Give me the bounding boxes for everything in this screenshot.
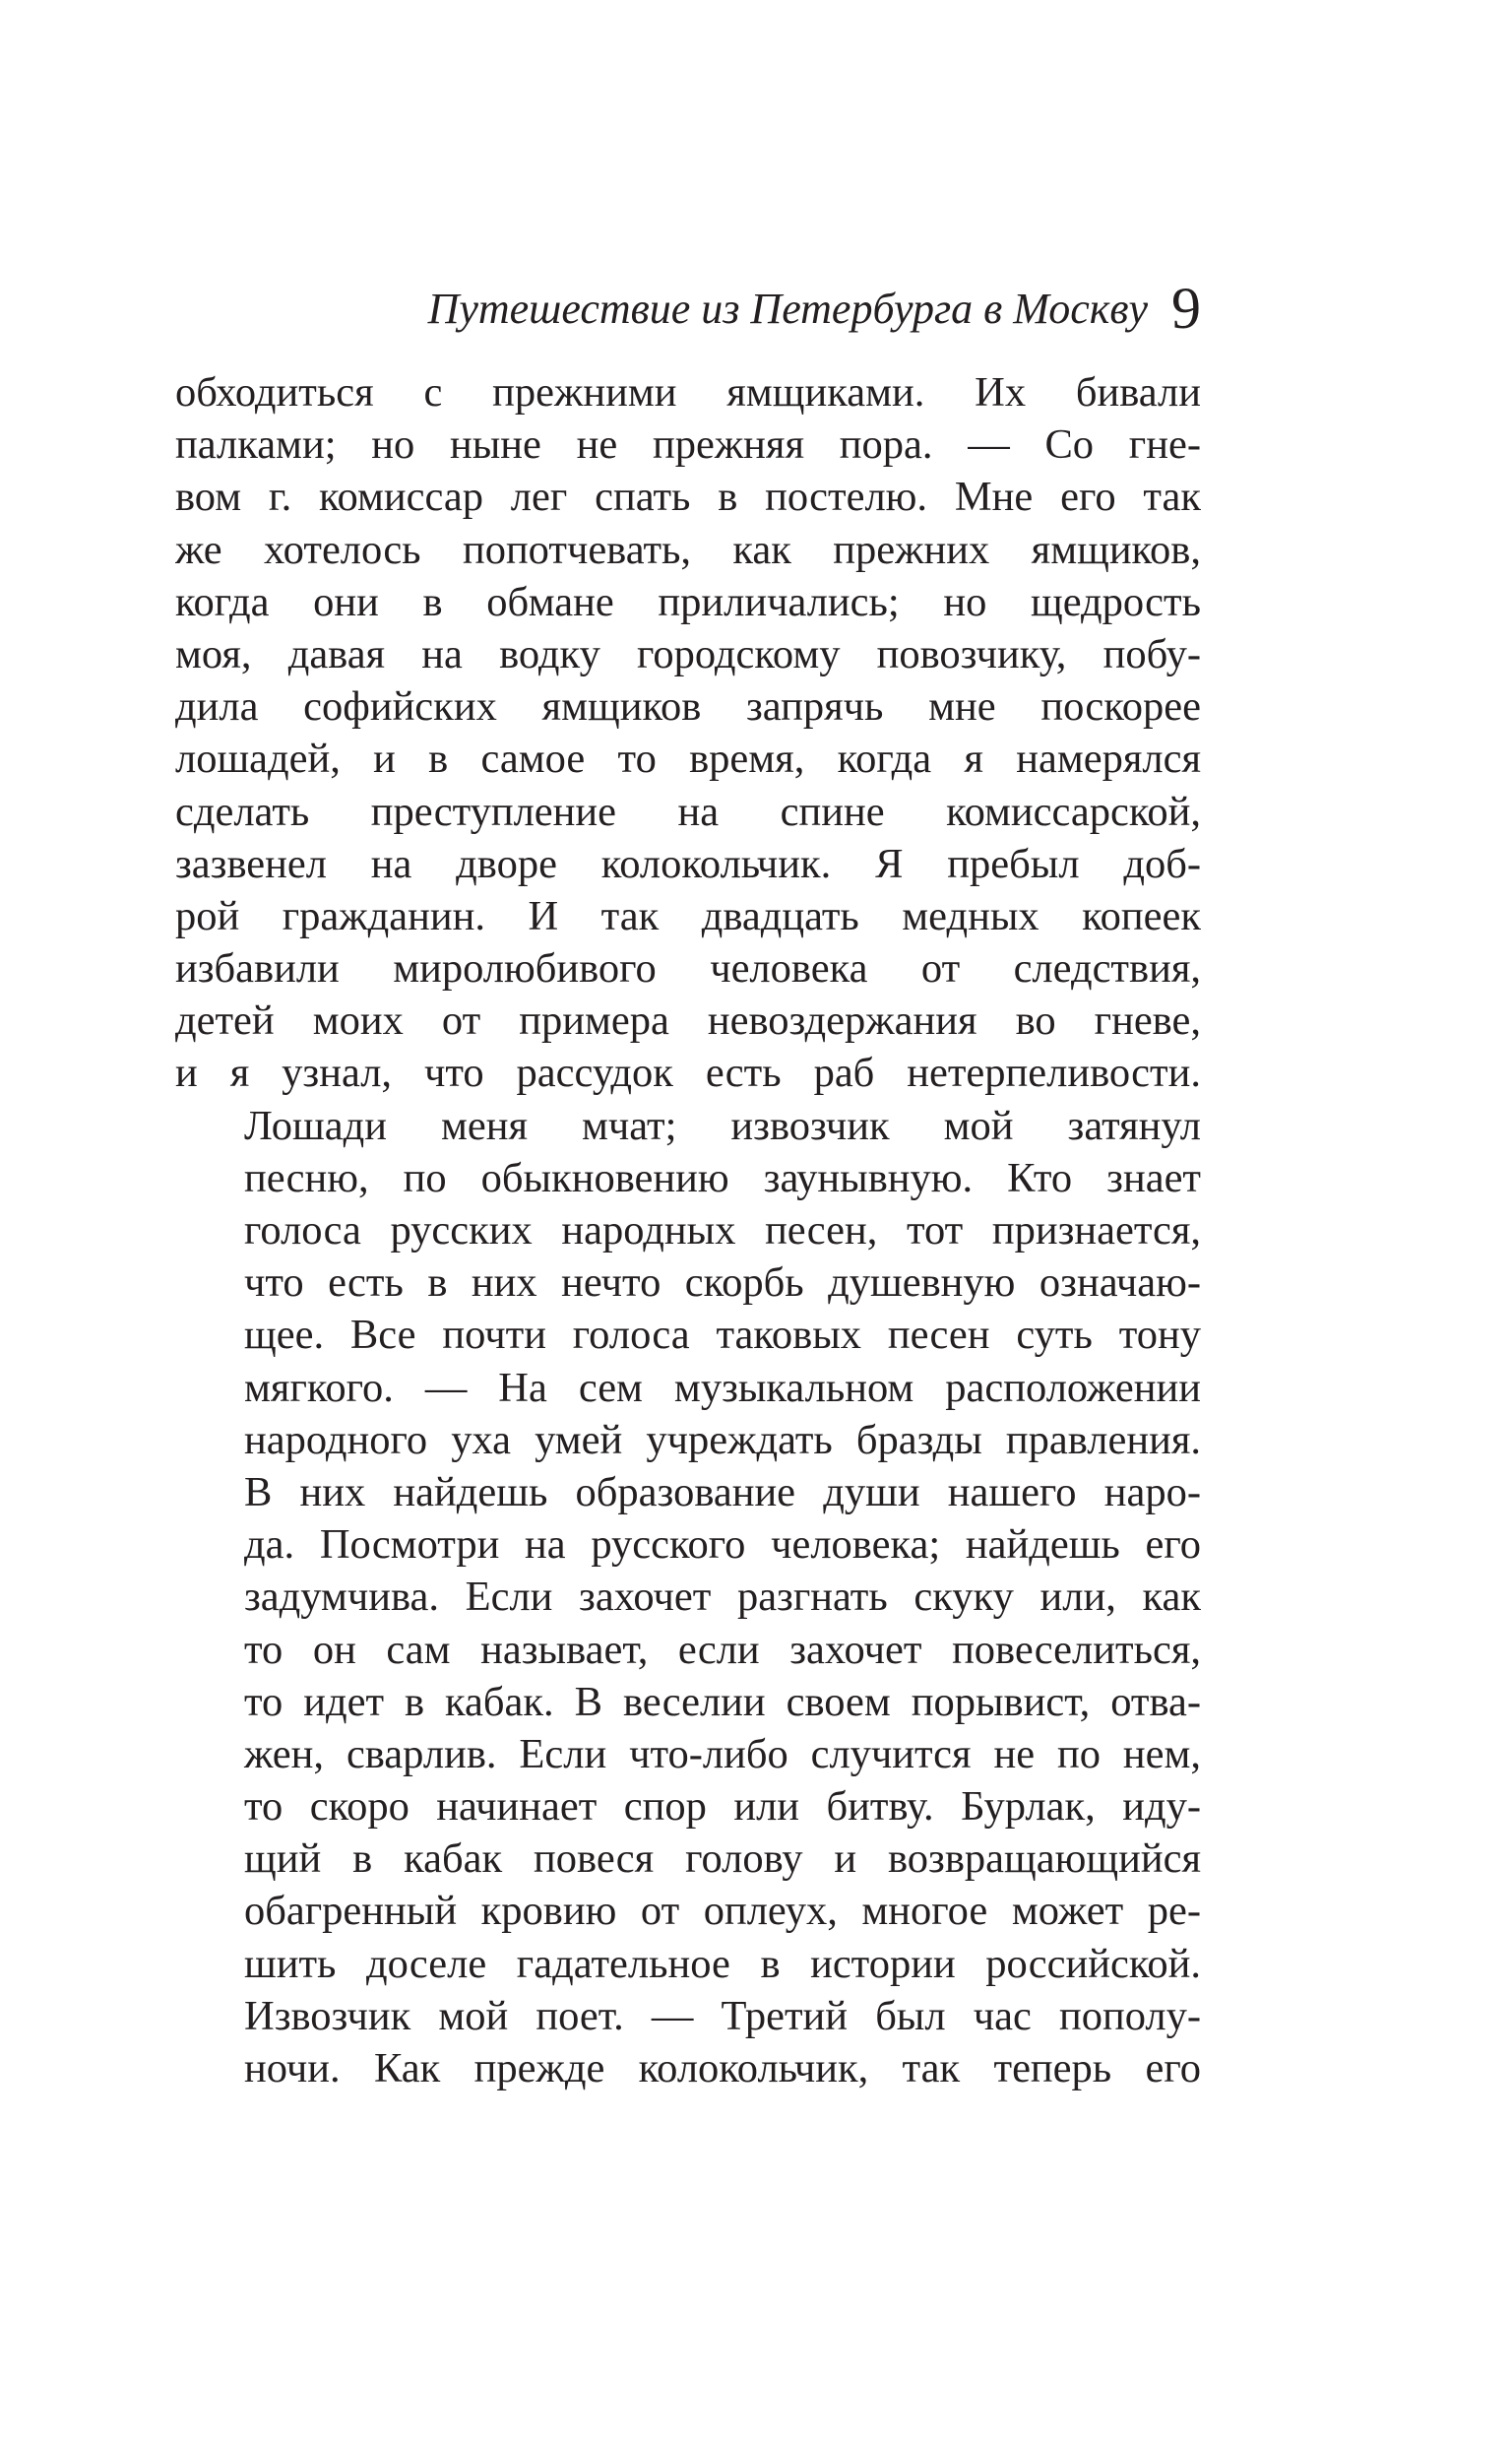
text-line: рой гражданин. И так двадцать медных копеек	[175, 892, 1201, 939]
text-line: и я узнал, что рассудок есть раб нетерпеливости.	[175, 1050, 1201, 1097]
text-line: детей моих от примера невоздержания во гневе,	[175, 997, 1201, 1045]
text-line: когда они в обмане приличались; но щедрость	[175, 578, 1201, 625]
text-line: вом г. комиссар лег спать в постелю. Мне его так	[175, 474, 1201, 521]
text-line: ночи. Как прежде колокольчик, так теперь его	[244, 2045, 1201, 2091]
text-line: избавили миролюбивого человека от следствия,	[175, 945, 1201, 993]
text-line: лошадей, и в самое то время, когда я намерялся	[175, 736, 1201, 783]
text-line: Извозчик мой поет. — Третий был час пополу-	[244, 1992, 1201, 2039]
text-line: сделать преступление на спине комиссарской,	[175, 788, 1201, 835]
text-line: задумчива. Если захочет разгнать скуку или, как	[244, 1574, 1201, 1621]
text-line: В них найдешь образование души нашего наро-	[244, 1468, 1201, 1515]
text-line: жен, сварлив. Если что-либо случится не по нем,	[244, 1730, 1201, 1777]
text-line: голоса русских народных песен, тот признается,	[244, 1207, 1201, 1254]
text-line: дила софийских ямщиков запрячь мне поскорее	[175, 683, 1201, 731]
text-line: Лошади меня мчат; извозчик мой затянул	[244, 1102, 1201, 1149]
paragraph	[175, 1990, 1201, 2094]
text-line: же хотелось попотчевать, как прежних ямщиков,	[175, 526, 1201, 573]
text-line: что есть в них нечто скорбь душевную означаю-	[244, 1259, 1201, 1307]
text-line: народного уха умей учреждать бразды правления.	[244, 1416, 1201, 1463]
text-line: палками; но ныне не прежняя пора. — Со гне-	[175, 421, 1201, 469]
text-line: моя, давая на водку городскому повозчику, побу-	[175, 630, 1201, 677]
text-line: песню, по обыкновению заунывную. Кто знает	[244, 1154, 1201, 1201]
text-line: зазвенел на дворе колокольчик. Я пребыл доб-	[175, 840, 1201, 887]
text-line: мягкого. — На сем музыкальном расположении	[244, 1364, 1201, 1411]
text-line: да. Посмотри на русского человека; найдешь его	[244, 1521, 1201, 1569]
text-line: то скоро начинает спор или битву. Бурлак, иду-	[244, 1783, 1201, 1831]
paragraph	[175, 366, 1201, 1100]
text-line: обходиться с прежними ямщиками. Их бивали	[175, 369, 1201, 416]
paragraph	[175, 1100, 1201, 1990]
page-number: 9	[1171, 276, 1201, 341]
text-line: щий в кабак повеся голову и возвращающийся	[244, 1835, 1201, 1883]
running-header	[175, 266, 1201, 339]
text-line: то он сам называет, если захочет повеселиться,	[244, 1626, 1201, 1673]
text-line: обагренный кровию от оплеух, многое может ре-	[244, 1888, 1201, 1935]
text-line: то идет в кабак. В веселии своем порывист, отва-	[244, 1678, 1201, 1725]
body-text	[175, 366, 1201, 2094]
text-line: шить доселе гадательное в истории российской.	[244, 1940, 1201, 1987]
running-title: Путешествие из Петербурга в Москву	[427, 285, 1148, 333]
text-line: щее. Все почти голоса таковых песен суть тону	[244, 1312, 1201, 1359]
